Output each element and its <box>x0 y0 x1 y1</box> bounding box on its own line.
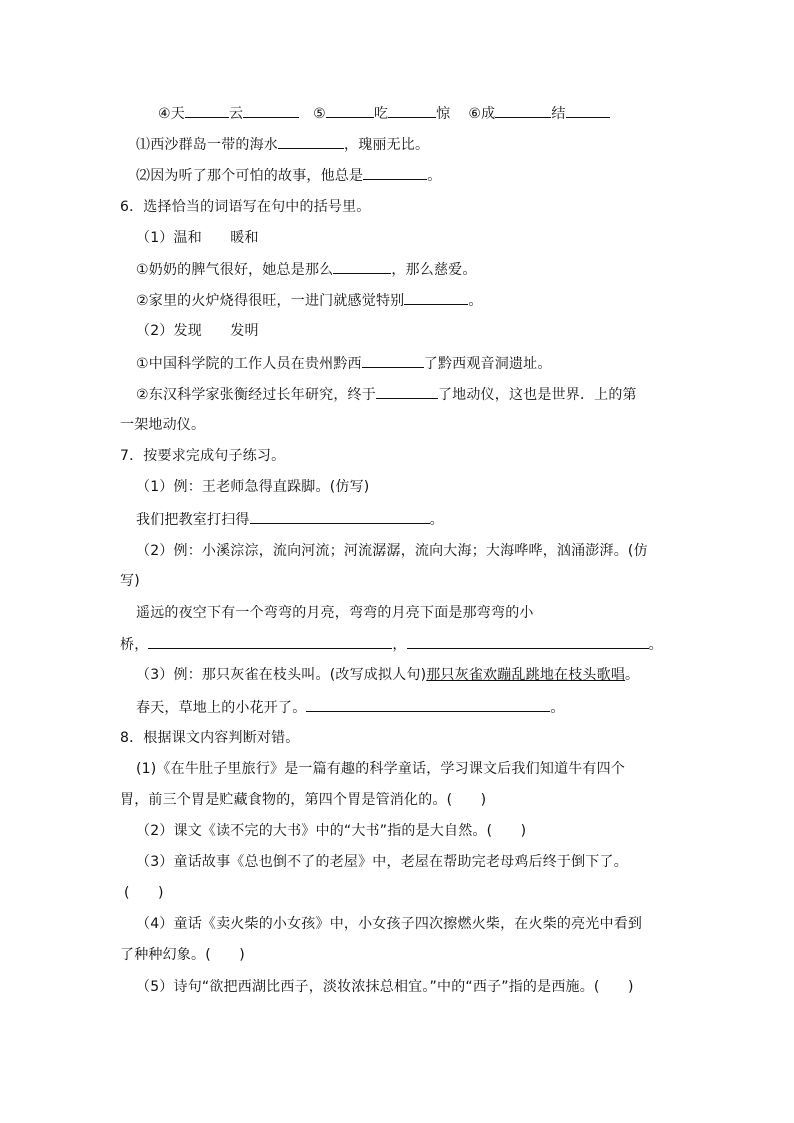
sentence-text: 了地动仪，这也是世界．上的第 <box>437 387 637 403</box>
answer-blank[interactable] <box>148 634 392 649</box>
sentence-line <box>136 697 565 717</box>
word-char: 云 <box>228 106 244 122</box>
example-line: 写) <box>120 573 140 589</box>
word-char: 成 <box>481 106 496 122</box>
answer-blank[interactable] <box>185 103 229 118</box>
question-7-title: 7．按要求完成句子练习。 <box>120 448 286 464</box>
sentence-text: 了黔西观音洞遗址。 <box>423 356 552 372</box>
judgement-item: （2）课文《读不完的大书》中的“大书”指的是大自然。( ) <box>136 823 527 839</box>
sentence-text: ， <box>392 637 407 653</box>
sentence-text: ②东汉科学家张衡经过长年研究，终于 <box>136 387 376 403</box>
sentence-text: ⑵因为听了那个可怕的故事，他总是 <box>136 168 364 184</box>
sentence-continuation: 一架地动仪。 <box>120 417 206 433</box>
answer-blank[interactable] <box>404 290 468 305</box>
word-char: 天 <box>170 106 185 122</box>
sentence-line <box>136 384 637 404</box>
question-8-title: 8．根据课文内容判断对错。 <box>120 730 300 746</box>
example-text: （3）例：那只灰雀在枝头叫。(改写成拟人句) <box>136 667 427 683</box>
sentence-text: 我们把教室打扫得 <box>136 512 250 528</box>
sentence-text: ，那么慈爱。 <box>391 262 477 278</box>
sentence-text: 春天，草地上的小花开了。 <box>136 700 307 716</box>
judgement-item: (1)《在牛肚子里旅行》是一篇有趣的科学童话，学习课文后我们知道牛有四个 <box>136 761 626 777</box>
answer-blank[interactable] <box>362 353 424 368</box>
answer-blank[interactable] <box>376 384 438 399</box>
judgement-item: （5）诗句“欲把西湖比西子，淡妆浓抹总相宜。”中的“西子”指的是西施。( ) <box>136 979 634 995</box>
answer-blank[interactable] <box>363 165 427 180</box>
word-fill-row <box>158 103 610 123</box>
answer-blank[interactable] <box>566 103 610 118</box>
answer-blank[interactable] <box>250 509 430 524</box>
sentence-line <box>136 165 441 185</box>
sentence-text: ①奶奶的脾气很好，她总是那么 <box>136 262 334 278</box>
answer-blank[interactable] <box>278 134 344 149</box>
sentence-text: 桥， <box>120 637 149 653</box>
underlined-example: 那只灰雀欢蹦乱跳地在枝头歌唱 <box>426 667 626 683</box>
sentence-text: 遥远的夜空下有一个弯弯的月亮，弯弯的月亮下面是那弯弯的小 <box>136 605 534 621</box>
sentence-line <box>136 353 552 373</box>
answer-blank[interactable] <box>407 634 649 649</box>
word-char: 结 <box>551 106 566 122</box>
judgement-item: （4）童话《卖火柴的小女孩》中，小女孩子四次擦燃火柴，在火柴的亮光中看到 <box>136 916 643 932</box>
example-line: （1）例：王老师急得直跺脚。(仿写) <box>136 479 370 495</box>
example-line: （2）例：小溪淙淙，流向河流；河流潺潺，流向大海；大海哗哗，汹涌澎湃。(仿 <box>136 543 648 559</box>
sentence-line <box>136 259 477 279</box>
example-text: 。 <box>625 667 640 683</box>
sentence-text: ⑴西沙群岛一带的海水 <box>136 137 278 153</box>
judgement-item: 胃，前三个胃是贮藏食物的，第四个胃是管消化的。( ) <box>120 792 487 808</box>
sentence-line <box>120 634 663 654</box>
judgement-item: ( ) <box>124 885 164 901</box>
answer-blank[interactable] <box>333 259 391 274</box>
sentence-line <box>136 290 483 310</box>
sentence-text: 。 <box>648 637 663 653</box>
word-char: 惊 <box>436 106 451 122</box>
sentence-text: ②家里的火炉烧得很旺，一进门就感觉特别 <box>136 293 405 309</box>
sentence-text: 。 <box>429 512 444 528</box>
example-line <box>136 665 639 685</box>
item-5-number: ⑤ <box>313 106 326 122</box>
sentence-text: 。 <box>468 293 483 309</box>
sentence-text: 。 <box>550 700 565 716</box>
answer-blank[interactable] <box>243 103 299 118</box>
sentence-text: ，瑰丽无比。 <box>344 137 430 153</box>
answer-blank[interactable] <box>306 697 550 712</box>
question-6-title: 6．选择恰当的词语写在句中的括号里。 <box>120 199 371 215</box>
item-6-number: ⑥ <box>468 106 482 122</box>
answer-blank[interactable] <box>326 103 374 118</box>
sentence-line <box>136 509 444 529</box>
word-pair-2: （2）发现 发明 <box>136 323 259 339</box>
judgement-item: （3）童话故事《总也倒不了的老屋》中，老屋在帮助完老母鸡后终于倒下了。 <box>136 854 628 870</box>
sentence-text: 。 <box>427 168 442 184</box>
word-pair-1: （1）温和 暖和 <box>136 230 259 246</box>
sentence-text: ①中国科学院的工作人员在贵州黔西 <box>136 356 362 372</box>
item-4-number: ④ <box>158 106 171 122</box>
answer-blank[interactable] <box>388 103 436 118</box>
judgement-item: 了种种幻象。( ) <box>120 947 245 963</box>
sentence-line <box>136 134 429 154</box>
word-char: 吃 <box>373 106 389 122</box>
answer-blank[interactable] <box>495 103 551 118</box>
